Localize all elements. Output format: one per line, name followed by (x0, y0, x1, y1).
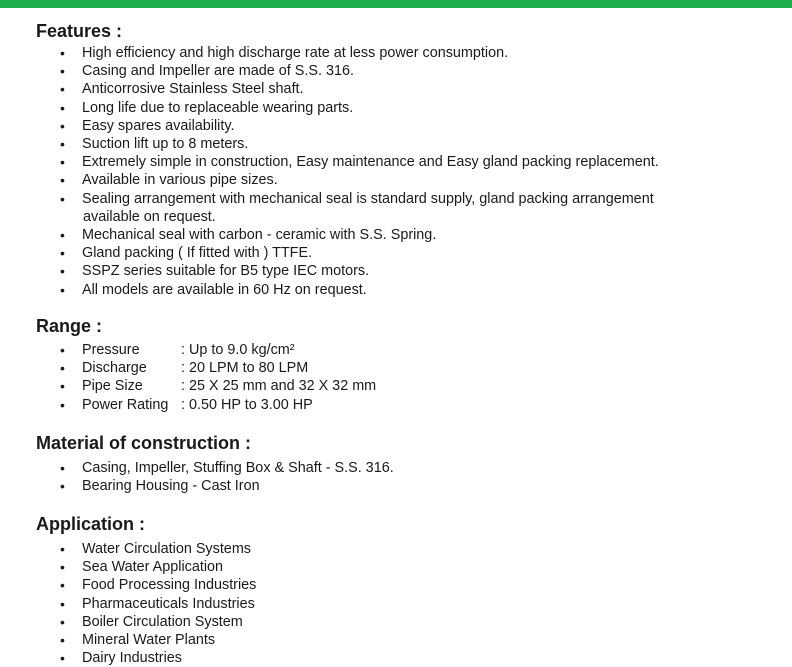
list-item (0, 226, 659, 244)
top-accent-bar (0, 0, 792, 8)
list-item-text: Casing, Impeller, Stuffing Box & Shaft - S.S. 316. (82, 460, 394, 476)
list-item-text: All models are available in 60 Hz on request. (82, 281, 367, 298)
list-item-text: Long life due to replaceable wearing parts. (82, 99, 354, 116)
list-item (0, 117, 659, 135)
list-item (0, 171, 659, 189)
list-item (0, 62, 659, 80)
application-heading: Application : (36, 514, 145, 534)
list-item-text: Available in various pipe sizes. (82, 172, 278, 189)
list-item-text: Food Processing Industries (82, 577, 257, 594)
list-item-text: Water Circulation Systems (82, 541, 251, 557)
list-item (0, 558, 256, 576)
range-label: Pipe Size (82, 378, 143, 395)
material-heading: Material of construction : (36, 433, 252, 453)
application-list (0, 540, 256, 667)
range-list (0, 341, 376, 414)
list-item (0, 595, 256, 613)
range-row-pipe-size (0, 377, 376, 395)
list-item-text: Sea Water Application (82, 559, 224, 576)
list-item-text: Pharmaceuticals Industries (82, 595, 255, 612)
range-value: : Up to 9.0 kg/cm² (181, 342, 295, 358)
list-item-text: Bearing Housing - Cast Iron (82, 478, 260, 495)
list-item-text: Casing and Impeller are made of S.S. 316. (82, 63, 354, 80)
list-item-text: Anticorrosive Stainless Steel shaft. (82, 81, 304, 98)
list-item-text: Mineral Water Plants (82, 632, 216, 649)
list-item-text: Easy spares availability. (82, 117, 235, 134)
list-item (0, 613, 256, 631)
list-item-text: Gland packing ( If fitted with ) TTFE. (82, 245, 313, 262)
list-item (0, 244, 659, 262)
range-label: Power Rating (82, 396, 169, 413)
list-item (0, 477, 394, 495)
range-row-pressure (0, 341, 376, 359)
list-item (0, 135, 659, 153)
material-list (0, 459, 394, 495)
list-item (0, 281, 659, 299)
range-value: : 25 X 25 mm and 32 X 32 mm (181, 378, 377, 395)
range-label: Pressure (82, 342, 140, 358)
range-label: Discharge (82, 360, 147, 377)
list-item (0, 631, 256, 649)
features-list (0, 44, 659, 299)
list-item-text: High efficiency and high discharge rate at less power consumption. (82, 45, 509, 61)
list-item (0, 190, 659, 226)
list-item (0, 459, 394, 477)
list-item-text: Boiler Circulation System (82, 613, 243, 630)
list-item-continuation: available on request. (83, 208, 216, 225)
list-item (0, 99, 659, 117)
list-item-text: SSPZ series suitable for B5 type IEC motors. (82, 263, 370, 280)
list-item (0, 44, 659, 62)
list-item-text: Dairy Industries (82, 650, 182, 667)
list-item (0, 80, 659, 98)
list-item (0, 153, 659, 171)
list-item (0, 262, 659, 280)
list-item-text: Sealing arrangement with mechanical seal is standard supply, gland packing arrangement (82, 190, 654, 207)
range-value: : 0.50 HP to 3.00 HP (181, 396, 313, 413)
list-item (0, 649, 256, 667)
range-value: : 20 LPM to 80 LPM (181, 360, 309, 377)
range-row-discharge (0, 359, 376, 377)
features-heading: Features : (36, 21, 123, 41)
list-item-text: Mechanical seal with carbon - ceramic with S.S. Spring. (82, 227, 437, 244)
range-heading: Range : (36, 316, 103, 336)
list-item-text: Extremely simple in construction, Easy maintenance and Easy gland packing replacement. (82, 154, 659, 171)
list-item (0, 540, 256, 558)
list-item-text: Suction lift up to 8 meters. (82, 136, 249, 153)
list-item (0, 576, 256, 594)
range-row-power-rating (0, 396, 376, 414)
